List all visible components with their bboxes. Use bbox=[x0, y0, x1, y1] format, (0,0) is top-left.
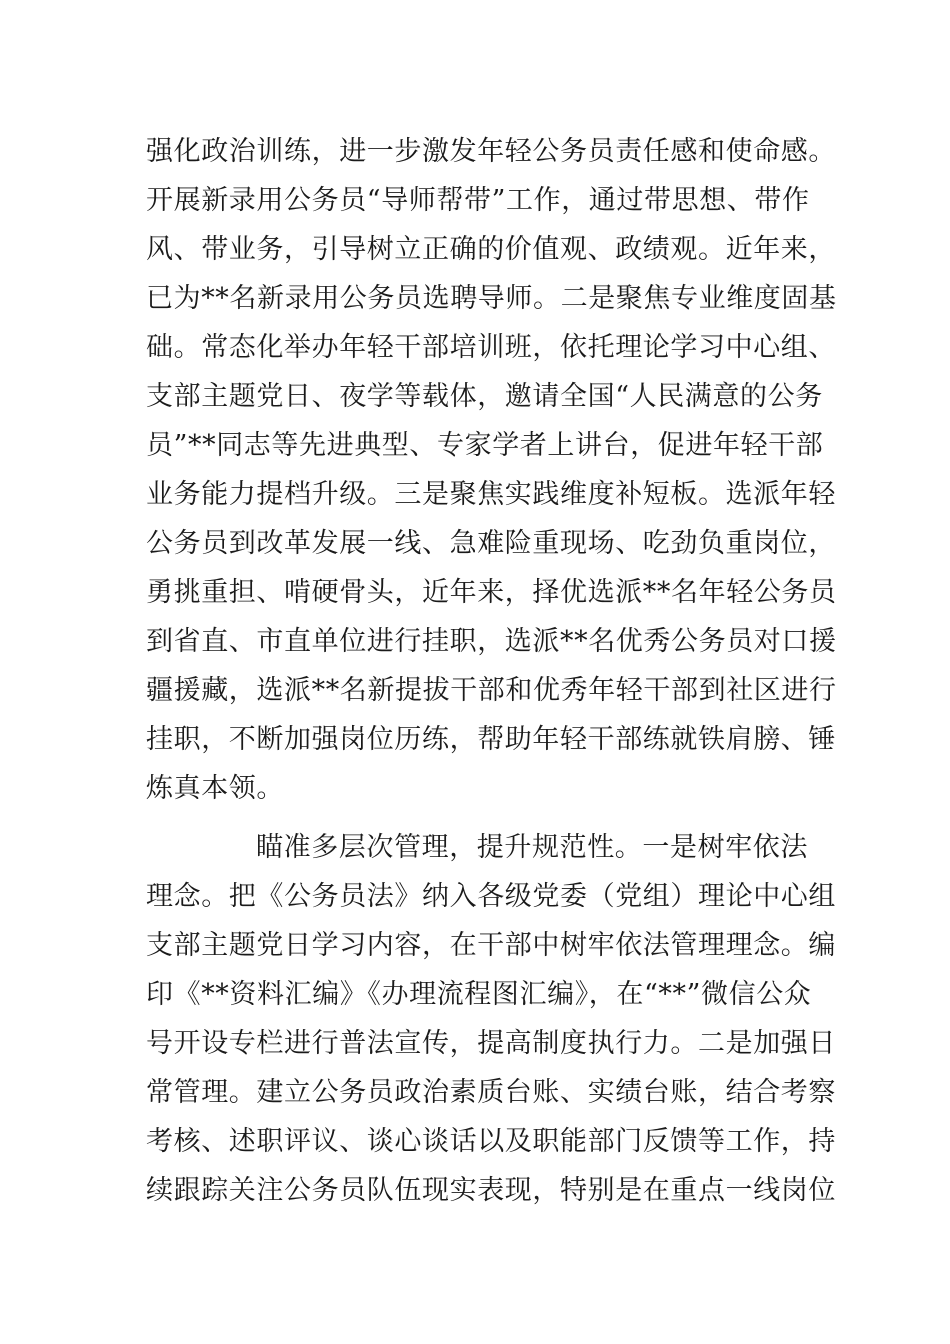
body-text-line: 础。常态化举办年轻干部培训班，依托理论学习中心组、 bbox=[146, 332, 836, 363]
body-text-line: 疆援藏，选派**名新提拔干部和优秀年轻干部到社区进行 bbox=[146, 675, 837, 706]
body-text-line: 到省直、市直单位进行挂职，选派**名优秀公务员对口援 bbox=[146, 626, 837, 657]
paragraph-first-line: 瞄准多层次管理，提升规范性。一是树牢依法 bbox=[256, 832, 808, 863]
body-text-line: 续跟踪关注公务员队伍现实表现，特别是在重点一线岗位 bbox=[146, 1175, 836, 1206]
body-text-line: 炼真本领。 bbox=[146, 773, 284, 804]
body-text-line: 支部主题党日学习内容，在干部中树牢依法管理理念。编 bbox=[146, 930, 836, 961]
body-text-line: 强化政治训练，进一步激发年轻公务员责任感和使命感。 bbox=[146, 136, 836, 167]
body-text-line: 开展新录用公务员“导师帮带”工作，通过带思想、带作 bbox=[146, 185, 810, 216]
body-text-line: 公务员到改革发展一线、急难险重现场、吃劲负重岗位， bbox=[146, 528, 836, 559]
body-text-line: 支部主题党日、夜学等载体，邀请全国“人民满意的公务 bbox=[146, 381, 823, 412]
body-text-line: 风、带业务，引导树立正确的价值观、政绩观。近年来， bbox=[146, 234, 836, 265]
body-text-line: 常管理。建立公务员政治素质台账、实绩台账，结合考察 bbox=[146, 1077, 836, 1108]
body-text-line: 理念。把《公务员法》纳入各级党委（党组）理论中心组 bbox=[146, 881, 836, 912]
body-text-line: 号开设专栏进行普法宣传，提高制度执行力。二是加强日 bbox=[146, 1028, 836, 1059]
body-text-line: 印《**资料汇编》《办理流程图汇编》，在“**”微信公众 bbox=[146, 979, 812, 1010]
body-text-line: 业务能力提档升级。三是聚焦实践维度补短板。选派年轻 bbox=[146, 479, 836, 510]
body-text-line: 挂职，不断加强岗位历练，帮助年轻干部练就铁肩膀、锤 bbox=[146, 724, 836, 755]
body-text-line: 勇挑重担、啃硬骨头，近年来，择优选派**名年轻公务员 bbox=[146, 577, 837, 608]
body-text-line: 考核、述职评议、谈心谈话以及职能部门反馈等工作，持 bbox=[146, 1126, 836, 1157]
body-text-line: 已为**名新录用公务员选聘导师。二是聚焦专业维度固基 bbox=[146, 283, 837, 314]
body-text-line: 员”**同志等先进典型、专家学者上讲台，促进年轻干部 bbox=[146, 430, 824, 461]
